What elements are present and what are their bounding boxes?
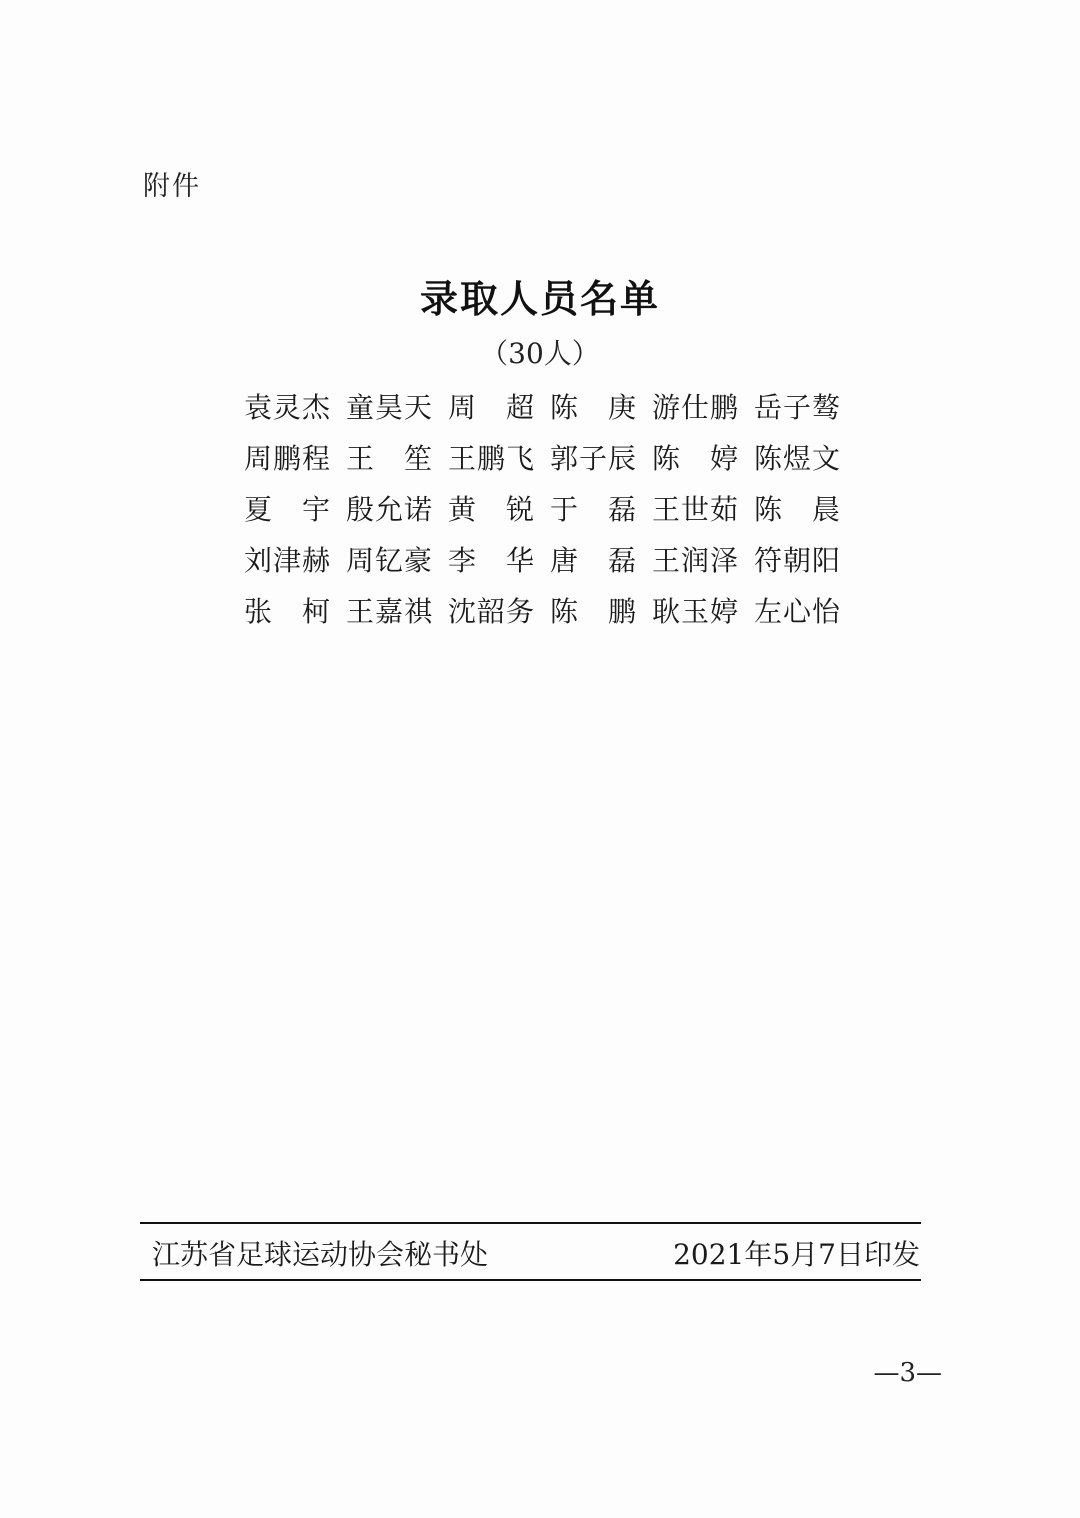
name-char: 玉: [680, 594, 709, 628]
name-char: 晨: [811, 492, 840, 526]
name-char: 李: [448, 543, 477, 577]
name-item: [244, 584, 330, 635]
name-item: [346, 584, 432, 635]
name-char: 子: [782, 390, 811, 424]
name-char: 赫: [301, 543, 330, 577]
name-item: [652, 482, 738, 533]
footer-top-rule: [140, 1222, 921, 1224]
name-char: 陈: [550, 594, 579, 628]
name-char: 钇: [374, 543, 403, 577]
name-char: 岳: [754, 390, 783, 424]
name-char: 锐: [505, 492, 534, 526]
name-char: 沈: [448, 594, 477, 628]
name-char: 王: [448, 441, 477, 475]
name-char: 鹏: [709, 390, 738, 424]
name-char: 袁: [244, 390, 273, 424]
name-char: 心: [782, 594, 811, 628]
name-char: 阳: [811, 543, 840, 577]
name-char: 程: [301, 441, 330, 475]
name-item: [346, 533, 432, 584]
name-item: [448, 482, 534, 533]
name-char: 祺: [403, 594, 432, 628]
name-char: 天: [403, 390, 432, 424]
name-item: [652, 533, 738, 584]
name-item: [550, 584, 636, 635]
name-char: 超: [505, 390, 534, 424]
name-char: 王: [652, 492, 681, 526]
name-item: [652, 380, 738, 431]
footer-issuer: 江苏省足球运动协会秘书处: [152, 1238, 489, 1271]
page-subtitle: （30人）: [480, 337, 600, 370]
name-item: [550, 533, 636, 584]
name-item: [244, 431, 330, 482]
name-item: [346, 380, 432, 431]
name-char: 朝: [782, 543, 811, 577]
name-char: 鹏: [272, 441, 301, 475]
name-char: 泽: [709, 543, 738, 577]
name-item: [754, 533, 840, 584]
name-char: 津: [272, 543, 301, 577]
name-char: 磊: [607, 492, 636, 526]
name-item: [550, 380, 636, 431]
name-char: 唐: [550, 543, 579, 577]
name-char: 殷: [346, 492, 375, 526]
name-char: 张: [244, 594, 273, 628]
name-item: [448, 431, 534, 482]
name-char: 鹏: [607, 594, 636, 628]
name-char: 杰: [301, 390, 330, 424]
name-item: [244, 533, 330, 584]
name-char: 夏: [244, 492, 273, 526]
footer-bottom-rule: [140, 1279, 921, 1281]
name-item: [652, 584, 738, 635]
name-char: 婷: [709, 441, 738, 475]
name-char: 陈: [754, 492, 783, 526]
name-item: [448, 584, 534, 635]
name-item: [448, 380, 534, 431]
name-item: [244, 380, 330, 431]
name-char: 煜: [782, 441, 811, 475]
name-item: [244, 482, 330, 533]
name-char: 文: [811, 441, 840, 475]
name-char: 豪: [403, 543, 432, 577]
admitted-names-list: [244, 380, 856, 635]
name-char: 陈: [754, 441, 783, 475]
name-char: 周: [448, 390, 477, 424]
name-char: 怡: [811, 594, 840, 628]
name-item: [346, 482, 432, 533]
name-char: 庚: [607, 390, 636, 424]
name-item: [448, 533, 534, 584]
name-char: 符: [754, 543, 783, 577]
footer-date: 2021年5月7日印发: [673, 1238, 920, 1271]
name-char: 诺: [403, 492, 432, 526]
name-char: 允: [374, 492, 403, 526]
name-char: 仕: [680, 390, 709, 424]
name-char: 鹏: [476, 441, 505, 475]
name-char: 润: [680, 543, 709, 577]
name-char: 子: [578, 441, 607, 475]
name-item: [754, 431, 840, 482]
name-char: 韶: [476, 594, 505, 628]
name-char: 柯: [301, 594, 330, 628]
name-char: 磊: [607, 543, 636, 577]
name-item: [550, 482, 636, 533]
attachment-label: 附件: [143, 171, 201, 202]
name-char: 王: [652, 543, 681, 577]
name-char: 灵: [272, 390, 301, 424]
page-title: 录取人员名单: [419, 276, 660, 321]
name-char: 宇: [301, 492, 330, 526]
name-char: 于: [550, 492, 579, 526]
name-item: [754, 482, 840, 533]
name-char: 昊: [374, 390, 403, 424]
name-char: 王: [346, 441, 375, 475]
name-char: 黄: [448, 492, 477, 526]
name-item: [754, 584, 840, 635]
name-char: 周: [244, 441, 273, 475]
name-char: 笙: [403, 441, 432, 475]
name-char: 左: [754, 594, 783, 628]
name-item: [754, 380, 840, 431]
name-char: 骜: [811, 390, 840, 424]
name-char: 茹: [709, 492, 738, 526]
name-char: 婷: [709, 594, 738, 628]
name-char: 童: [346, 390, 375, 424]
name-char: 耿: [652, 594, 681, 628]
name-char: 陈: [550, 390, 579, 424]
name-char: 游: [652, 390, 681, 424]
name-char: 飞: [505, 441, 534, 475]
name-char: 华: [505, 543, 534, 577]
name-char: 陈: [652, 441, 681, 475]
name-char: 郭: [550, 441, 579, 475]
name-item: [346, 431, 432, 482]
name-char: 世: [680, 492, 709, 526]
name-item: [550, 431, 636, 482]
name-item: [652, 431, 738, 482]
name-char: 王: [346, 594, 375, 628]
name-char: 周: [346, 543, 375, 577]
page-number: —3—: [873, 1358, 942, 1388]
name-char: 辰: [607, 441, 636, 475]
name-char: 刘: [244, 543, 273, 577]
name-char: 务: [505, 594, 534, 628]
name-char: 嘉: [374, 594, 403, 628]
